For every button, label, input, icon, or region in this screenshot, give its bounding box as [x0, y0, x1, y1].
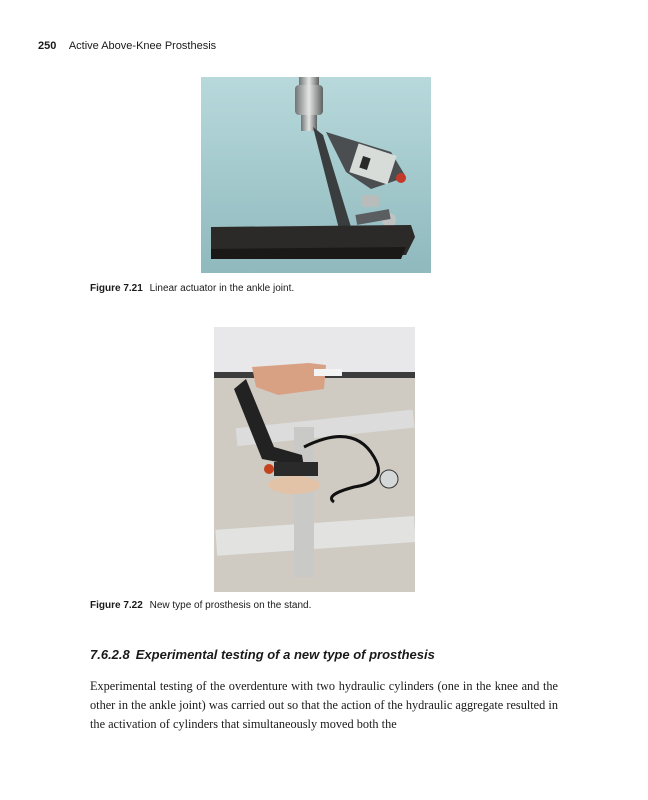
section-heading [90, 647, 435, 662]
page-number: 250 [38, 40, 57, 52]
figure-label: Figure 7.22 [90, 600, 143, 611]
running-title: Active Above-Knee Prosthesis [68, 40, 217, 52]
figure-caption-text: New type of prosthesis on the stand. [149, 600, 312, 611]
body-paragraph: Experimental testing of the overdenture with two hydraulic cylinders (one in the knee and the other in the ankle joint) was carried out so that the action of the hydraulic aggregate resulted in the activation of cylinders that simultaneously moved both the [90, 679, 558, 732]
section-number: 7.6.2.8 [90, 647, 130, 662]
figure-7-22-photo [214, 327, 415, 592]
figure-7-21-caption [90, 283, 294, 294]
figure-7-22-caption [90, 600, 311, 611]
figure-label: Figure 7.21 [90, 283, 143, 294]
figure-caption-text: Linear actuator in the ankle joint. [149, 283, 295, 294]
running-header [38, 40, 216, 52]
figure-7-21-photo [201, 77, 431, 273]
section-title: Experimental testing of a new type of prosthesis [135, 647, 435, 662]
